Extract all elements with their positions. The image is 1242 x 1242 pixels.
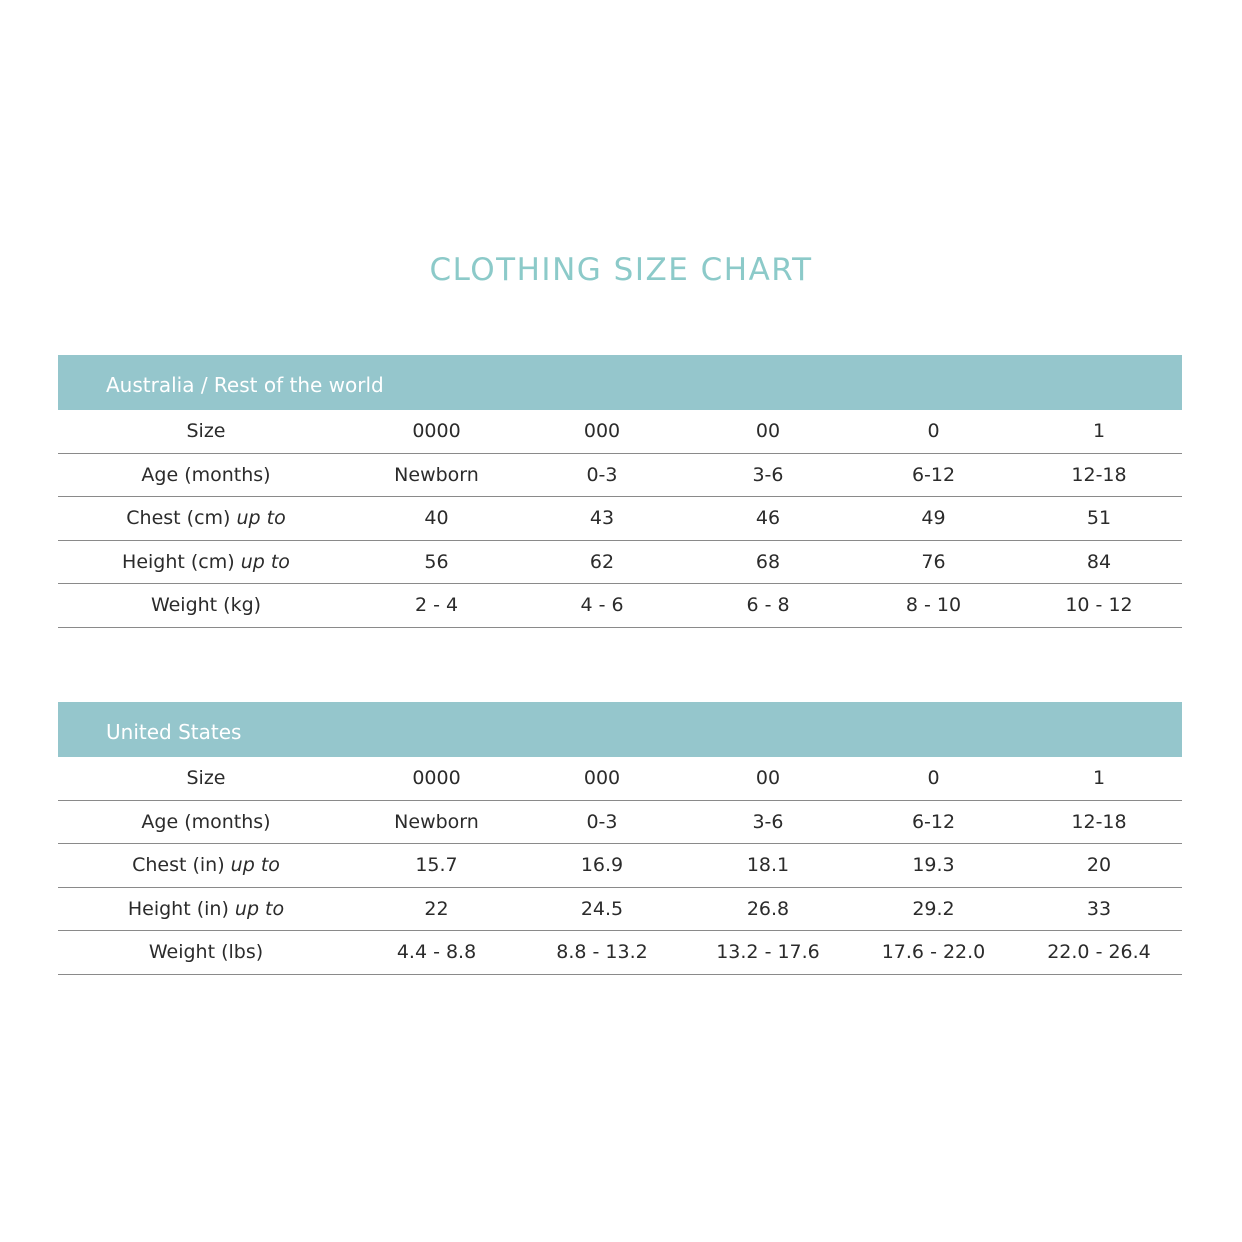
table-cell: 24.5 [580, 897, 624, 920]
region-header: United States [58, 702, 1182, 757]
table-cell: 46 [755, 507, 781, 530]
table-cell: 2 - 4 [414, 594, 459, 617]
row-label: Height (in) up to [127, 897, 285, 920]
table-cell: 22 [424, 897, 449, 920]
table-cell: 000 [583, 420, 621, 443]
table-cell: 22.0 - 26.4 [1047, 941, 1151, 964]
table-cell: 62 [589, 550, 615, 573]
table-cell: 6-12 [911, 810, 956, 833]
table-cell: 6-12 [911, 463, 956, 486]
table-cell: 20 [1086, 854, 1112, 877]
table-cell: 8 - 10 [905, 594, 962, 617]
table-cell: Newborn [394, 463, 479, 486]
table-cell: 18.1 [746, 854, 790, 877]
row-label: Age (months) [141, 810, 271, 833]
row-label: Size [186, 767, 226, 790]
table-row-size [58, 410, 1182, 454]
table-cell: 3-6 [752, 810, 784, 833]
table-cell: 29.2 [912, 897, 955, 920]
table-cell: 16.9 [580, 854, 624, 877]
table-cell: 56 [424, 550, 449, 573]
table-cell: 43 [589, 507, 615, 530]
table-row-age [58, 801, 1182, 845]
table-row-weight [58, 931, 1182, 975]
row-label: Height (cm) up to [122, 550, 290, 573]
row-label: Size [186, 420, 226, 443]
table-cell: 6 - 8 [746, 594, 790, 617]
table-cell: 68 [755, 550, 781, 573]
table-cell: 26.8 [746, 897, 790, 920]
table-cell: Newborn [394, 810, 479, 833]
table-cell: 76 [921, 550, 946, 573]
table-cell: 8.8 - 13.2 [556, 941, 648, 964]
table-cell: 84 [1086, 550, 1112, 573]
page-title: CLOTHING SIZE CHART [429, 252, 813, 288]
table-cell: 000 [583, 767, 621, 790]
table-cell: 19.3 [912, 854, 955, 877]
table-row-height [58, 541, 1182, 585]
table-cell: 10 - 12 [1065, 594, 1133, 617]
table-cell: 33 [1086, 897, 1112, 920]
table-cell: 00 [755, 767, 781, 790]
table-cell: 15.7 [415, 854, 458, 877]
table-cell: 0 [927, 767, 940, 790]
size-table-united-states [58, 702, 1182, 975]
row-label: Chest (cm) up to [126, 507, 286, 530]
table-row-weight [58, 584, 1182, 628]
table-row-chest [58, 497, 1182, 541]
table-cell: 0000 [412, 420, 461, 443]
row-label: Chest (in) up to [132, 854, 280, 877]
table-cell: 12-18 [1071, 463, 1127, 486]
table-cell: 00 [755, 420, 781, 443]
table-cell: 1 [1092, 767, 1106, 790]
table-cell: 4.4 - 8.8 [396, 941, 477, 964]
row-label: Age (months) [141, 463, 271, 486]
table-cell: 12-18 [1071, 810, 1127, 833]
table-cell: 40 [424, 507, 449, 530]
table-cell: 17.6 - 22.0 [881, 941, 986, 964]
table-cell: 4 - 6 [580, 594, 624, 617]
region-header: Australia / Rest of the world [58, 355, 1182, 410]
table-cell: 0-3 [586, 463, 618, 486]
table-cell: 1 [1092, 420, 1106, 443]
table-cell: 49 [921, 507, 946, 530]
table-row-chest [58, 844, 1182, 888]
table-row-size [58, 757, 1182, 801]
table-cell: 13.2 - 17.6 [716, 941, 820, 964]
table-cell: 0 [927, 420, 940, 443]
table-cell: 0-3 [586, 810, 618, 833]
size-table-australia [58, 355, 1182, 628]
table-row-age [58, 454, 1182, 498]
table-row-height [58, 888, 1182, 932]
row-label: Weight (kg) [150, 594, 262, 617]
table-cell: 0000 [412, 767, 461, 790]
table-cell: 3-6 [752, 463, 784, 486]
table-cell: 51 [1086, 507, 1112, 530]
row-label: Weight (lbs) [148, 941, 264, 964]
